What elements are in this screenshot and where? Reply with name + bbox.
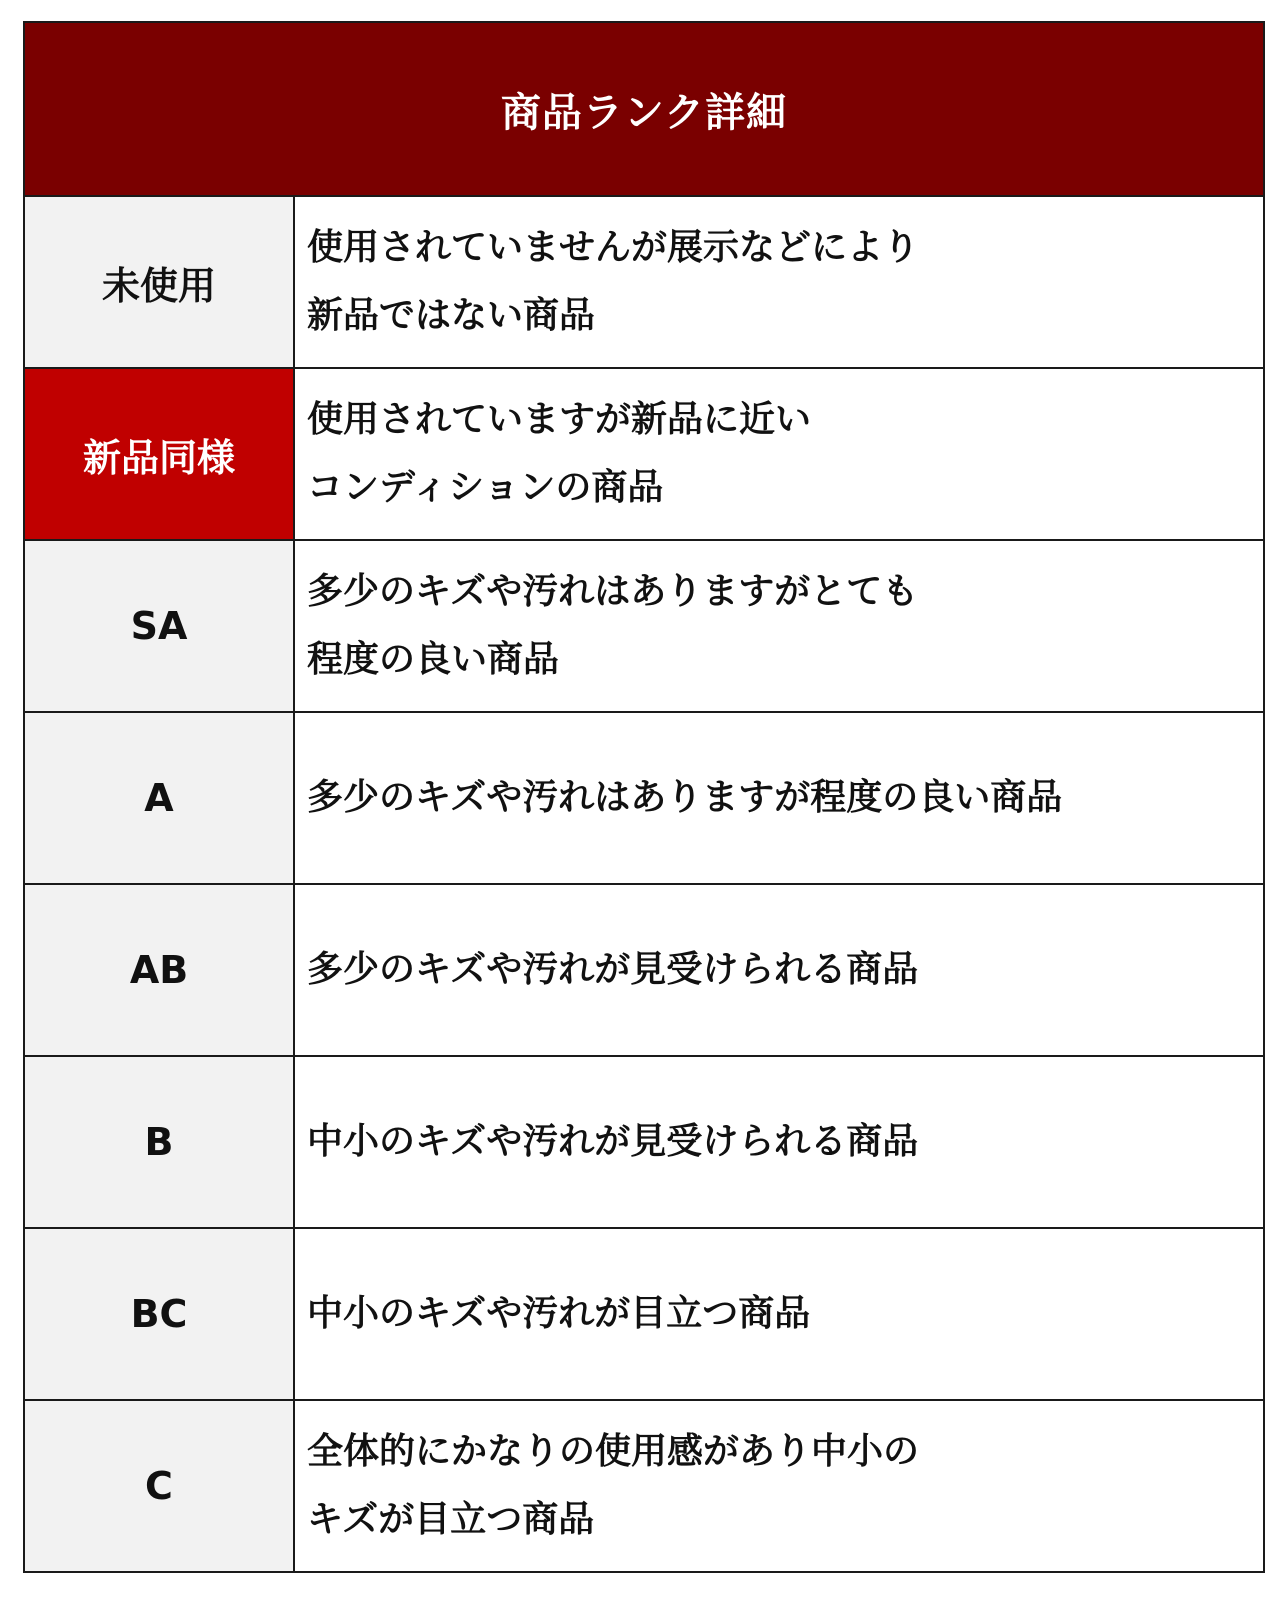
description-line: 多少のキズや汚れはありますがとても [307,571,919,612]
rank-label: C [24,1400,294,1572]
rank-description [294,540,1264,712]
rank-description [294,1400,1264,1572]
rank-label: 未使用 [24,196,294,368]
rank-label: AB [24,884,294,1056]
table-body [24,196,1264,1572]
description-line: 程度の良い商品 [307,639,560,680]
rank-label-highlighted: 新品同様 [24,368,294,540]
rank-description [294,1228,1264,1400]
rank-description [294,196,1264,368]
table-header-row [24,22,1264,196]
rank-description [294,368,1264,540]
rank-description [294,1056,1264,1228]
rank-label: A [24,712,294,884]
description-line: 多少のキズや汚れが見受けられる商品 [307,949,919,990]
description-line: 使用されていますが新品に近い [307,399,812,440]
table-row [24,1228,1264,1400]
rank-description [294,712,1264,884]
description-line: 多少のキズや汚れはありますが程度の良い商品 [307,777,1063,818]
table-row [24,1056,1264,1228]
description-line: 新品ではない商品 [307,295,596,336]
table-row [24,196,1264,368]
rank-label: B [24,1056,294,1228]
table-row [24,712,1264,884]
table-row [24,540,1264,712]
table-row [24,1400,1264,1572]
description-line: 使用されていませんが展示などにより [307,227,920,268]
rank-label: SA [24,540,294,712]
rank-description [294,884,1264,1056]
product-rank-table [23,21,1265,1573]
description-line: キズが目立つ商品 [307,1499,595,1540]
description-line: 全体的にかなりの使用感があり中小の [307,1431,920,1472]
rank-label: BC [24,1228,294,1400]
table-row [24,884,1264,1056]
description-line: 中小のキズや汚れが目立つ商品 [307,1293,811,1334]
table-row [24,368,1264,540]
description-line: コンディションの商品 [307,467,664,508]
description-line: 中小のキズや汚れが見受けられる商品 [307,1121,919,1162]
table-title: 商品ランク詳細 [24,22,1264,196]
